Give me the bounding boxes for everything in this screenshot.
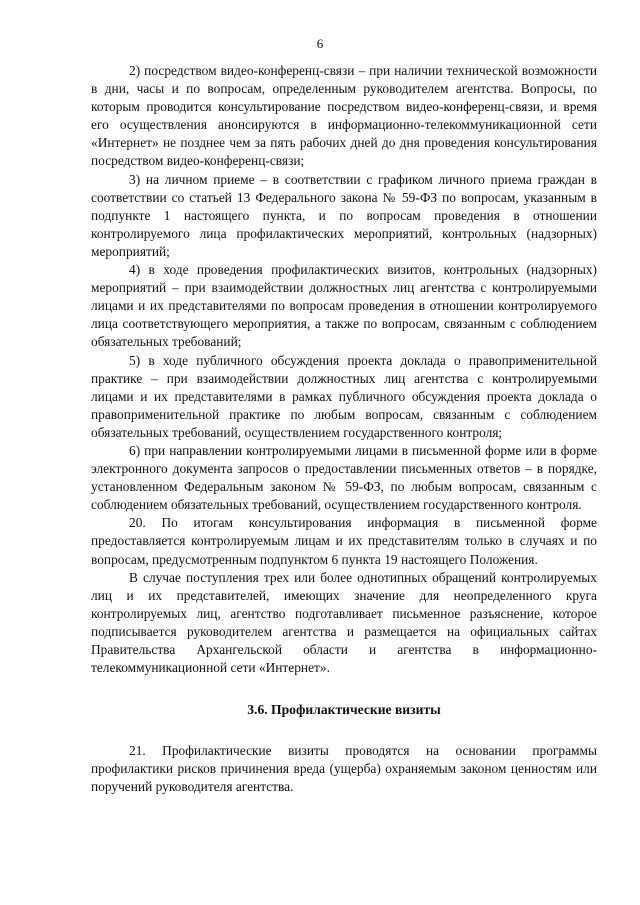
paragraph-point-20: 20. По итогам консультирования информация в письменной форме предоставляется контролируемым лицам и их представителям только в случаях и по вопросам, предусмотренным подпунктом 6 пункта 19 настоящего Положения. [91,515,597,567]
section-heading: 3.6. Профилактические визиты [247,702,441,718]
document-body [91,62,597,797]
paragraph-repeated-requests: В случае поступления трех или более однотипных обращений контролируемых лиц и их представителей, имеющих значение для неопределенного круга контролируемых лиц, агентство подготавливает письменное разъяснение, которое подписывается руководителем агентства и размещается на официальных сайтах Правительства Архангельской области и агентства в информационно-телекоммуникационной сети «Интернет». [91,569,597,676]
paragraph-item-3-personal-reception: 3) на личном приеме – в соответствии с графиком личного приема граждан в соответствии со статьей 13 Федерального закона № 59-ФЗ по вопросам, указанным в подпункте 1 настоящего пункта, и по вопросам проведения в отношении контролируемого лица профилактических мероприятий, контрольных (надзорных) мероприятий; [91,171,597,259]
paragraph-item-6-written-requests: 6) при направлении контролируемыми лицами в письменной форме или в форме электронного документа запросов о предоставлении письменных ответов – в порядке, установленном Федеральным законом № 59-ФЗ, по любым вопросам, связанным с соблюдением обязательных требований, осуществлением государственного контроля. [91,442,597,513]
page-number: 6 [316,36,324,51]
paragraph-point-21: 21. Профилактические визиты проводятся на основании программы профилактики рисков причинения вреда (ущерба) охраняемым законом ценностям или поручений руководителя агентства. [91,743,597,795]
paragraph-item-2-video-conference: 2) посредством видео-конференц-связи – при наличии технической возможности в дни, часы и по вопросам, определенным руководителем агентства. Вопросы, по которым проводится консультирование посредством видео-конференц-связи, и время его осуществления анонсируются в информационно-телекоммуникационной сети «Интернет» не позднее чем за пять рабочих дней до дня проведения консультирования посредством видео-конференц-связи; [91,63,597,169]
paragraph-item-4-preventive-visits: 4) в ходе проведения профилактических визитов, контрольных (надзорных) мероприятий – при взаимодействии должностных лиц агентства с контролируемыми лицами и их представителями по вопросам проведения в отношении контролируемого лица соответствующего мероприятия, а также по вопросам, связанным с соблюдением обязательных требований; [91,262,597,350]
paragraph-item-5-public-discussion: 5) в ходе публичного обсуждения проекта доклада о правоприменительной практике – при взаимодействии должностных лиц агентства с контролируемыми лицами и их представителями в рамках публичного обсуждения проекта доклада о правоприменительной практике по любым вопросам, связанным с соблюдением обязательных требований, осуществлением государственного контроля; [91,352,597,440]
